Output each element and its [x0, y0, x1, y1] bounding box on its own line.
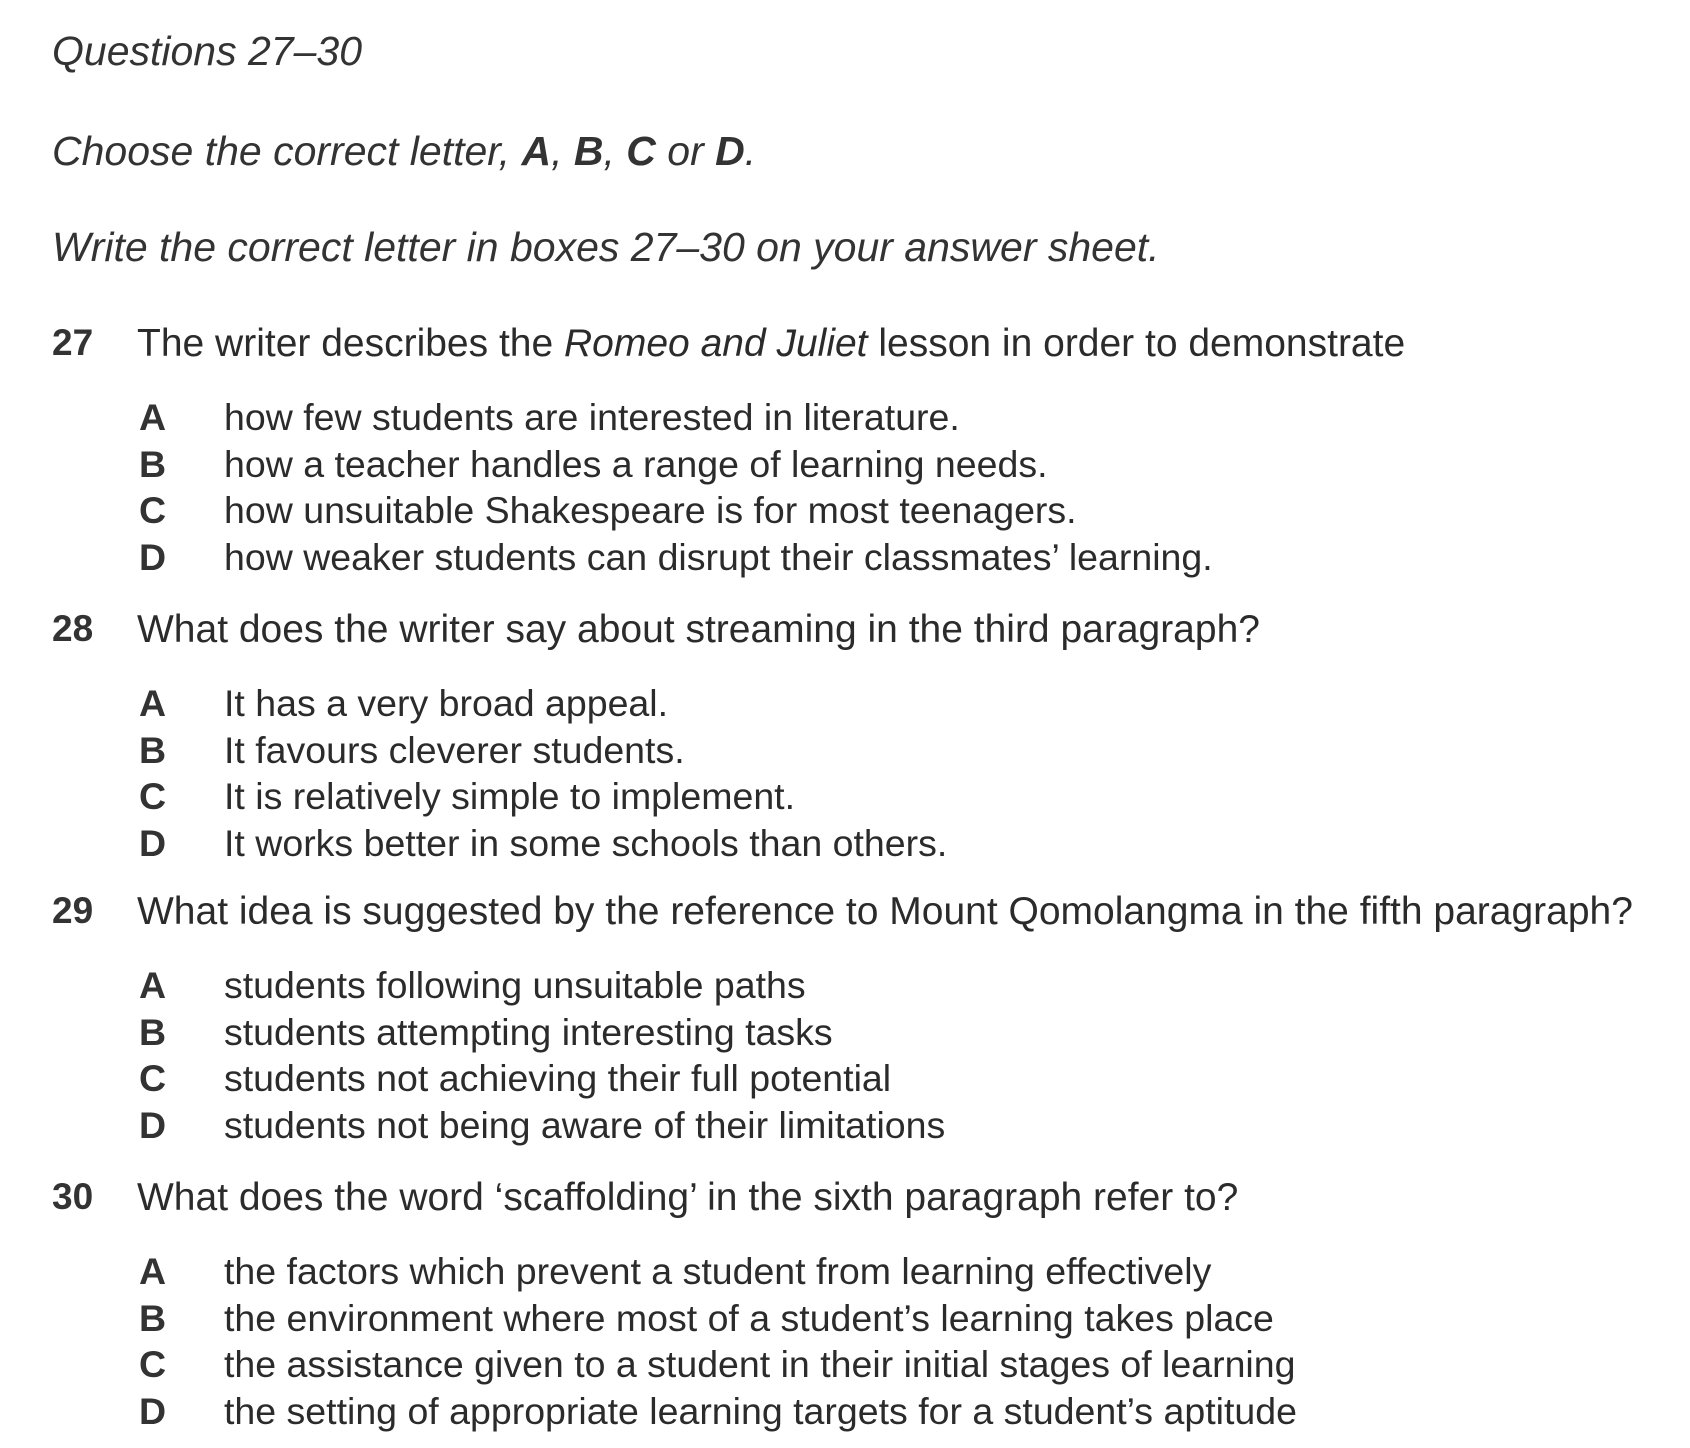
option-b: [0, 729, 1690, 776]
letter-d: D: [715, 128, 745, 174]
option-letter: C: [139, 1057, 167, 1099]
question-29: [0, 890, 1690, 1150]
option-a: [0, 396, 1690, 443]
question-stem: [0, 890, 1690, 946]
letter-c: C: [626, 128, 656, 174]
question-text: [137, 322, 1405, 366]
question-number: 27: [52, 322, 94, 363]
option-text: the assistance given to a student in their initial stages of learning: [224, 1343, 1296, 1385]
option-letter: D: [139, 535, 167, 578]
option-c: [0, 775, 1690, 822]
instruction-choose-letter: [52, 128, 756, 175]
question-27: [0, 322, 1690, 582]
option-d: [0, 822, 1690, 869]
option-b: [0, 1011, 1690, 1058]
option-c: [0, 1057, 1690, 1104]
option-text: It is relatively simple to implement.: [224, 775, 796, 817]
option-letter: C: [139, 489, 167, 531]
question-28: [0, 608, 1690, 868]
option-letter: C: [139, 775, 167, 817]
option-text: It has a very broad appeal.: [224, 682, 669, 724]
option-letter: D: [139, 1103, 167, 1146]
question-stem: [0, 608, 1690, 664]
question-text: What does the writer say about streaming in the third paragraph?: [137, 608, 1260, 651]
question-text: What does the word ‘scaffolding’ in the sixth paragraph refer to?: [137, 1176, 1239, 1219]
question-number: 28: [52, 608, 94, 649]
stem-italic-title: Romeo and Juliet: [564, 322, 868, 365]
option-letter: D: [139, 821, 167, 864]
option-d: [0, 536, 1690, 583]
option-letter: B: [139, 1010, 167, 1053]
option-letter: C: [139, 1343, 167, 1385]
option-text: the environment where most of a student’s learning takes place: [224, 1296, 1274, 1339]
option-letter: B: [139, 728, 167, 771]
option-text: students not achieving their full potential: [224, 1057, 892, 1099]
question-number: 30: [52, 1176, 94, 1217]
option-letter: A: [139, 1250, 167, 1292]
option-text: students attempting interesting tasks: [224, 1010, 833, 1053]
option-text: how a teacher handles a range of learning needs.: [224, 442, 1048, 485]
option-c: [0, 489, 1690, 536]
instruction-answer-sheet: Write the correct letter in boxes 27–30 on your answer sheet.: [52, 224, 1160, 270]
option-list: [0, 964, 1690, 1150]
question-stem: [0, 1176, 1690, 1232]
option-d: [0, 1390, 1690, 1437]
option-letter: A: [139, 964, 167, 1006]
instruction-separator: ,: [551, 128, 574, 174]
option-b: [0, 443, 1690, 490]
option-text: It favours cleverer students.: [224, 728, 685, 771]
option-list: [0, 396, 1690, 582]
question-stem: [0, 322, 1690, 378]
instruction-prefix: Choose the correct letter,: [52, 128, 522, 174]
option-letter: A: [139, 682, 167, 724]
questions-heading: Questions 27–30: [52, 28, 363, 74]
option-b: [0, 1297, 1690, 1344]
question-text: What idea is suggested by the reference to Mount Qomolangma in the fifth paragraph?: [137, 890, 1633, 933]
option-a: [0, 682, 1690, 729]
option-a: [0, 1250, 1690, 1297]
option-text: how few students are interested in literature.: [224, 396, 960, 438]
instruction-separator: ,: [603, 128, 627, 174]
stem-before: The writer describes the: [137, 322, 565, 365]
option-text: how unsuitable Shakespeare is for most teenagers.: [224, 489, 1077, 531]
option-d: [0, 1104, 1690, 1151]
option-c: [0, 1343, 1690, 1390]
letter-a: A: [521, 128, 552, 174]
option-text: It works better in some schools than others.: [224, 821, 948, 864]
option-a: [0, 964, 1690, 1011]
stem-after: lesson in order to demonstrate: [867, 322, 1406, 365]
option-letter: B: [139, 1296, 167, 1339]
instruction-suffix: .: [744, 128, 757, 174]
option-list: [0, 682, 1690, 868]
question-number: 29: [52, 890, 94, 931]
option-letter: B: [139, 442, 167, 485]
option-text: students following unsuitable paths: [224, 964, 806, 1006]
letter-b: B: [573, 128, 604, 174]
option-text: the factors which prevent a student from learning effectively: [224, 1250, 1212, 1292]
option-text: the setting of appropriate learning targets for a student’s aptitude: [224, 1389, 1297, 1432]
instruction-separator: or: [655, 128, 716, 174]
option-letter: D: [139, 1389, 167, 1432]
option-list: [0, 1250, 1690, 1436]
option-text: students not being aware of their limitations: [224, 1103, 946, 1146]
question-30: [0, 1176, 1690, 1436]
option-letter: A: [139, 396, 167, 438]
option-text: how weaker students can disrupt their classmates’ learning.: [224, 535, 1213, 578]
